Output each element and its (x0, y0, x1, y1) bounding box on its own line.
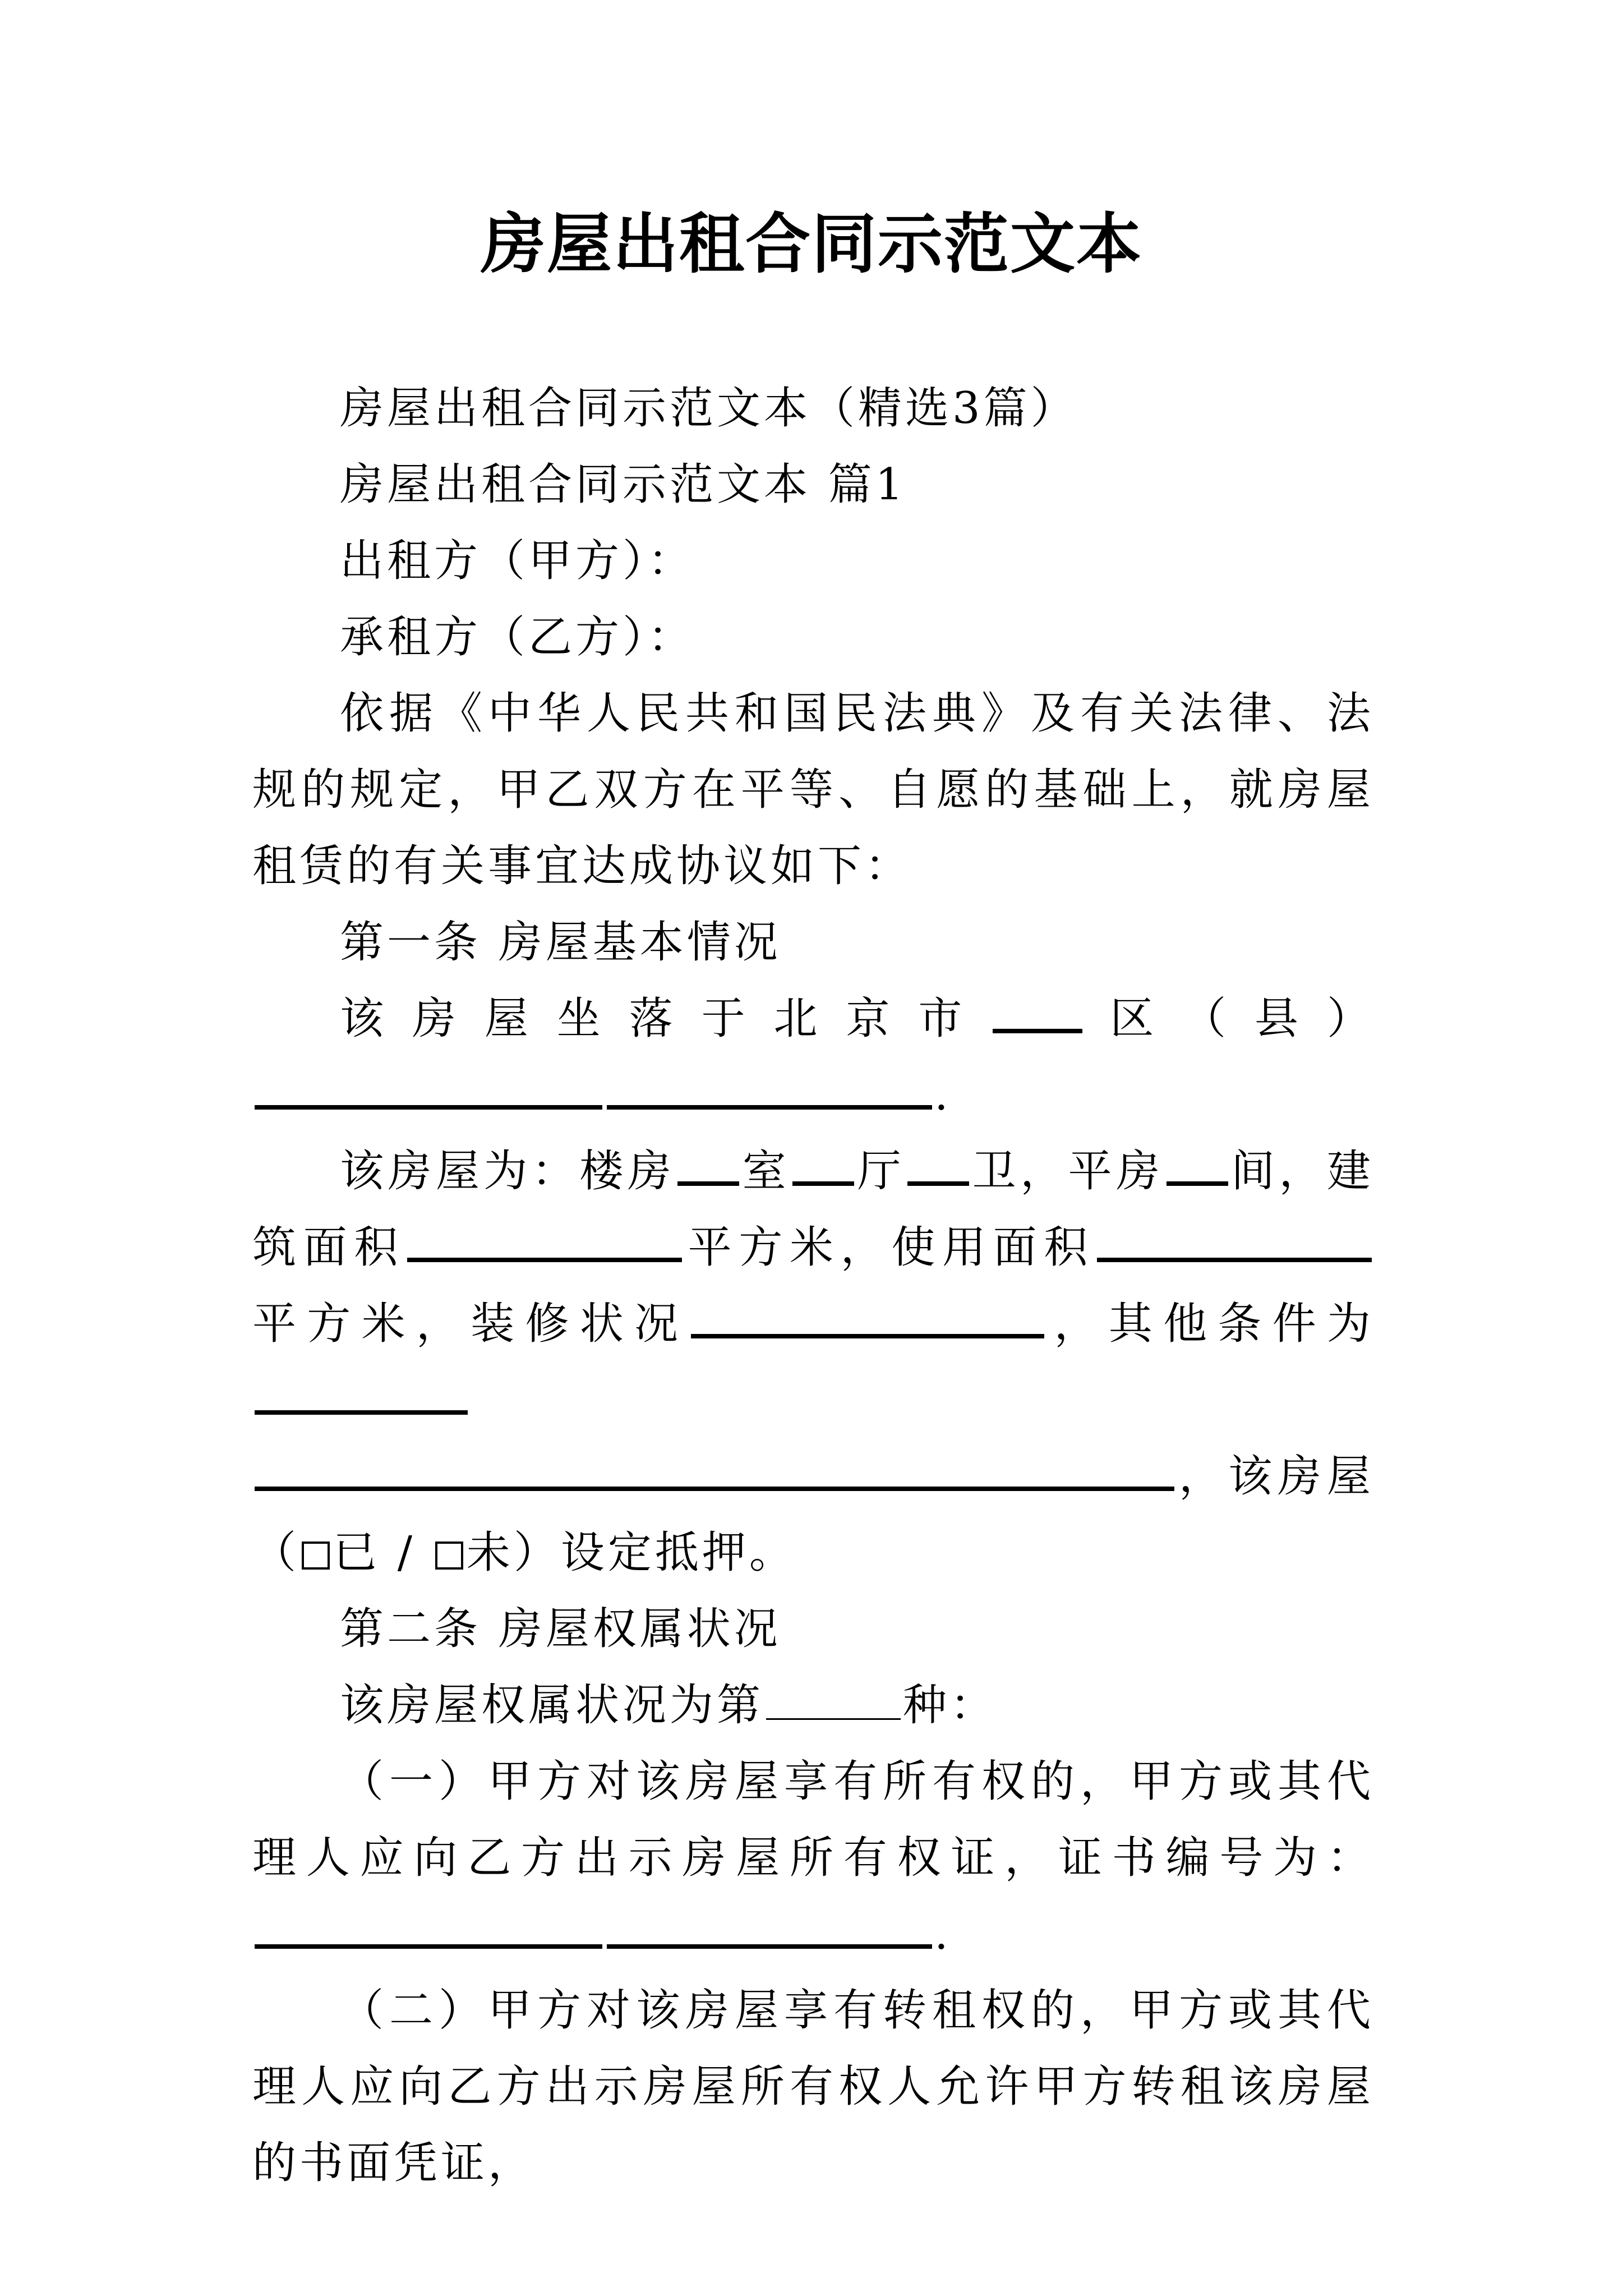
certificate-blank-1[interactable] (255, 1910, 602, 1949)
building-area-blank[interactable] (407, 1223, 682, 1262)
section-heading: 房屋出租合同示范文本 篇1 (340, 459, 907, 510)
ownership-type-line (252, 1667, 1374, 1743)
house-type-paragraph (252, 1133, 1374, 1591)
ownership-prefix: 该房屋权属状况为第 (340, 1680, 764, 1731)
use-area-unit-label: 平方米，装修状况 (252, 1299, 689, 1349)
subtitle-line: 房屋出租合同示范文本（精选3篇） (340, 383, 1078, 434)
location-paragraph (252, 981, 1374, 1133)
rooms-end-label: 间，建筑面积 (252, 1146, 1374, 1273)
clause2-paragraph: （二）甲方对该房屋享有转租权的，甲方或其代理人应向乙方出示房屋所有权人允许甲方转租该房屋的书面凭证， (252, 1985, 1374, 2188)
location-end: . (934, 1070, 952, 1120)
document-body (252, 370, 1374, 2201)
room-label: 室 (741, 1146, 791, 1197)
already-checkbox[interactable] (302, 1542, 330, 1570)
area-unit-label: 平方米，使用面积 (684, 1222, 1095, 1273)
mortgage-prefix: ，该房屋（ (252, 1451, 1374, 1578)
ownership-type-blank[interactable] (766, 1682, 901, 1720)
district-blank[interactable] (993, 994, 1082, 1033)
bungalow-blank[interactable] (1166, 1147, 1228, 1186)
clause1-end: . (934, 1909, 952, 1959)
lessor-line: 出租方（甲方）： (340, 536, 695, 586)
already-label: 已 / (333, 1527, 433, 1578)
certificate-blank-2[interactable] (607, 1910, 932, 1949)
room-blank[interactable] (792, 1147, 854, 1186)
decoration-blank[interactable] (691, 1299, 1044, 1338)
floor-blank[interactable] (677, 1147, 739, 1186)
other-blank-1[interactable] (255, 1375, 468, 1415)
hall-label: 厅 (856, 1146, 906, 1197)
clause1-paragraph (252, 1743, 1374, 1972)
article2-title: 第二条 房屋权属状况 (340, 1604, 781, 1654)
other-label: ，其他条件为 (1046, 1299, 1374, 1349)
clause1-text: （一）甲方对该房屋享有所有权的，甲方或其代理人应向乙方出示房屋所有权证，证书编号为： (252, 1756, 1374, 1883)
ownership-suffix: 种： (903, 1680, 998, 1731)
hall-blank[interactable] (907, 1147, 969, 1186)
preamble-paragraph: 依据《中华人民共和国民法典》及有关法律、法规的规定，甲乙双方在平等、自愿的基础上，就房屋租赁的有关事宜达成协议如下： (252, 688, 1374, 891)
not-yet-checkbox[interactable] (435, 1542, 463, 1570)
address-blank-2[interactable] (607, 1070, 932, 1110)
use-area-blank[interactable] (1097, 1223, 1372, 1262)
district-suffix: 区（县） (1085, 993, 1374, 1044)
article1-title: 第一条 房屋基本情况 (340, 917, 781, 968)
other-blank-2[interactable] (255, 1452, 1174, 1491)
bath-label: 卫，平房 (971, 1146, 1164, 1197)
not-yet-label: 未）设定抵押。 (466, 1527, 796, 1578)
address-blank-1[interactable] (255, 1070, 602, 1110)
lessee-line: 承租方（乙方）： (340, 612, 695, 662)
house-prefix: 该房屋为：楼房 (340, 1146, 676, 1197)
location-prefix: 该房屋坐落于北京市 (340, 993, 991, 1044)
document-title: 房屋出租合同示范文本 (481, 206, 1142, 282)
